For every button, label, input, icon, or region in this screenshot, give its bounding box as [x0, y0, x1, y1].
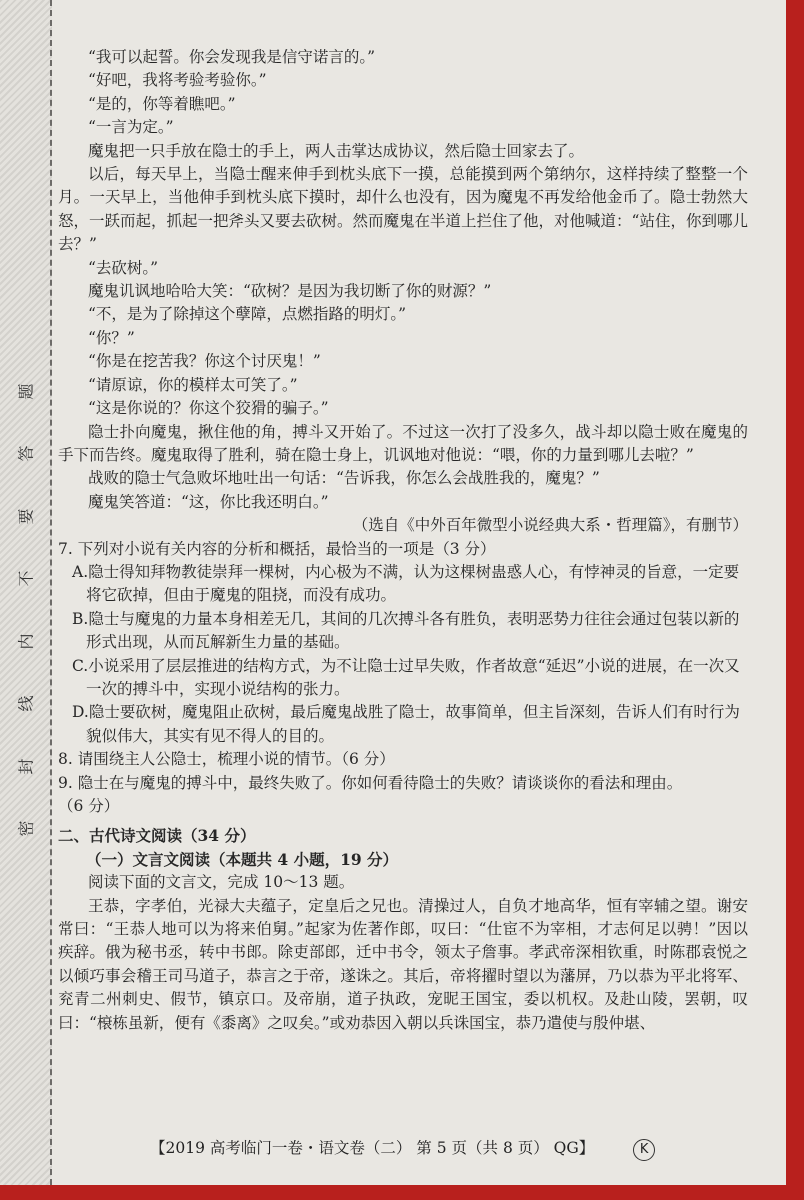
q7-option-b: [58, 608, 748, 655]
reading-instruction: 阅读下面的文言文，完成 10～13 题。: [88, 873, 355, 892]
story-line: “这是你说的？你这个狡猾的骗子。”: [88, 399, 329, 418]
classical-passage: 王恭，字孝伯，光禄大夫蕴子，定皇后之兄也。清操过人，自负才地高华，恒有宰辅之望。谢安常曰：“王恭人地可以为将来伯舅。”起家为佐著作郎，叹曰：“仕宦不为宰相，才志何足以骋！”因以疾辞。俄为秘书丞，转中书郎。除吏部郎，迁中书令，领太子詹事。孝武帝深相钦重，时陈郡袁悦之以倾巧事会稽王司马道子，恭言之于帝，遂诛之。其后，帝将擢时望以为藩屏，乃以恭为平北将军、兖青二州刺史、假节，镇京口。及帝崩，道子执政，宠昵王国宝，委以机权。及赴山陵，罢朝，叹曰：“榱栋虽新，便有《黍离》之叹矣。”或劝恭因入朝以兵诛国宝，恭乃遣使与殷仲堪、: [58, 896, 748, 1032]
story-line: “是的，你等着瞧吧。”: [88, 94, 236, 113]
story-line: “你？”: [88, 328, 135, 347]
story-line: “请原谅，你的模样太可笑了。”: [88, 375, 298, 394]
q7-option-a: [58, 561, 748, 608]
binding-char: 密: [16, 820, 36, 837]
question-9-points: （6 分）: [58, 797, 120, 815]
option-letter: B.: [72, 609, 89, 628]
story-line: “不，是为了除掉这个孽障，点燃指路的明灯。”: [88, 305, 407, 324]
option-letter: A.: [72, 562, 89, 581]
binding-char: 不: [16, 570, 36, 587]
subsection-title: （一）文言文阅读（本题共 4 小题，19 分）: [86, 849, 399, 869]
q7-option-d: [58, 701, 748, 748]
binding-char: 封: [16, 758, 36, 775]
binding-char: 答: [16, 445, 36, 462]
option-text: 小说采用了层层推进的结构方式，为不让隐士过早失败，作者故意“延迟”小说的进展，在一次又一次的搏斗中，实现小说结构的张力。: [86, 656, 740, 698]
binding-char: 要: [16, 508, 36, 525]
binding-margin-strip: [0, 0, 52, 1185]
page-content: [58, 46, 748, 1035]
binding-char: 内: [16, 633, 36, 650]
story-line: 魔鬼把一只手放在隐士的手上，两人击掌达成协议，然后隐士回家去了。: [88, 141, 585, 160]
option-letter: D.: [72, 703, 89, 722]
circle-k-mark: K: [633, 1139, 655, 1161]
option-text: 隐士要砍树，魔鬼阻止砍树，最后魔鬼战胜了隐士，故事简单，但主旨深刻，告诉人们有时行为貌似伟大，其实有见不得人的目的。: [86, 703, 740, 745]
q7-option-c: [58, 655, 748, 702]
story-line: 魔鬼讥讽地哈哈大笑：“砍树？是因为我切断了你的财源？”: [88, 282, 492, 301]
story-paragraph: 隐士扑向魔鬼，揪住他的角，搏斗又开始了。不过这一次打了没多久，战斗却以隐士败在魔鬼的手下而告终。魔鬼取得了胜利，骑在隐士身上，讥讽地对他说：“喂，你的力量到哪儿去啦？”: [58, 422, 748, 464]
story-line: “我可以起誓。你会发现我是信守诺言的。”: [88, 48, 376, 66]
footer-text: 【2019 高考临门一卷・语文卷（二） 第 5 页（共 8 页） QG】: [150, 1139, 595, 1157]
page-footer: [150, 1136, 770, 1161]
option-text: 隐士得知拜物教徒崇拜一棵树，内心极为不满，认为这棵树蛊惑人心，有悖神灵的旨意，一定要将它砍掉，但由于魔鬼的阻挠，而没有成功。: [86, 562, 740, 605]
option-letter: C.: [72, 656, 89, 675]
option-text: 隐士与魔鬼的力量本身相差无几，其间的几次搏斗各有胜负，表明恶势力往往会通过包装以新的形式出现，从而瓦解新生力量的基础。: [86, 609, 740, 652]
story-line: “好吧，我将考验考验你。”: [88, 71, 267, 90]
question-7: 7. 下列对小说有关内容的分析和概括，最恰当的一项是（3 分）: [58, 539, 496, 558]
story-source: （选自《中外百年微型小说经典大系・哲理篇》，有删节）: [352, 516, 748, 535]
binding-char: 线: [16, 695, 36, 712]
binding-notice: [8, 380, 42, 840]
story-line: 魔鬼笑答道：“这，你比我还明白。”: [88, 492, 329, 511]
question-9: 9. 隐士在与魔鬼的搏斗中，最终失败了。你如何看待隐士的失败？请谈谈你的看法和理由。: [58, 773, 683, 792]
binding-char: 题: [16, 383, 36, 400]
story-line: “你是在挖苦我？你这个讨厌鬼！”: [88, 352, 321, 371]
story-line: “去砍树。”: [88, 258, 159, 277]
story-line: 战败的隐士气急败坏地吐出一句话：“告诉我，你怎么会战胜我的，魔鬼？”: [88, 469, 600, 488]
section-title: 二、古代诗文阅读（34 分）: [58, 826, 256, 846]
question-8: 8. 请围绕主人公隐士，梳理小说的情节。（6 分）: [58, 750, 395, 769]
story-line: “一言为定。”: [88, 118, 174, 137]
story-paragraph: 以后，每天早上，当隐士醒来伸手到枕头底下一摸，总能摸到两个第纳尔，这样持续了整整一个月。一天早上，当他伸手到枕头底下摸时，却什么也没有，因为魔鬼不再发给他金币了。隐士勃然大怒，一跃而起，抓起一把斧头又要去砍树。然而魔鬼在半道上拦住了他，对他喊道：“站住，你到哪儿去？”: [58, 165, 748, 254]
